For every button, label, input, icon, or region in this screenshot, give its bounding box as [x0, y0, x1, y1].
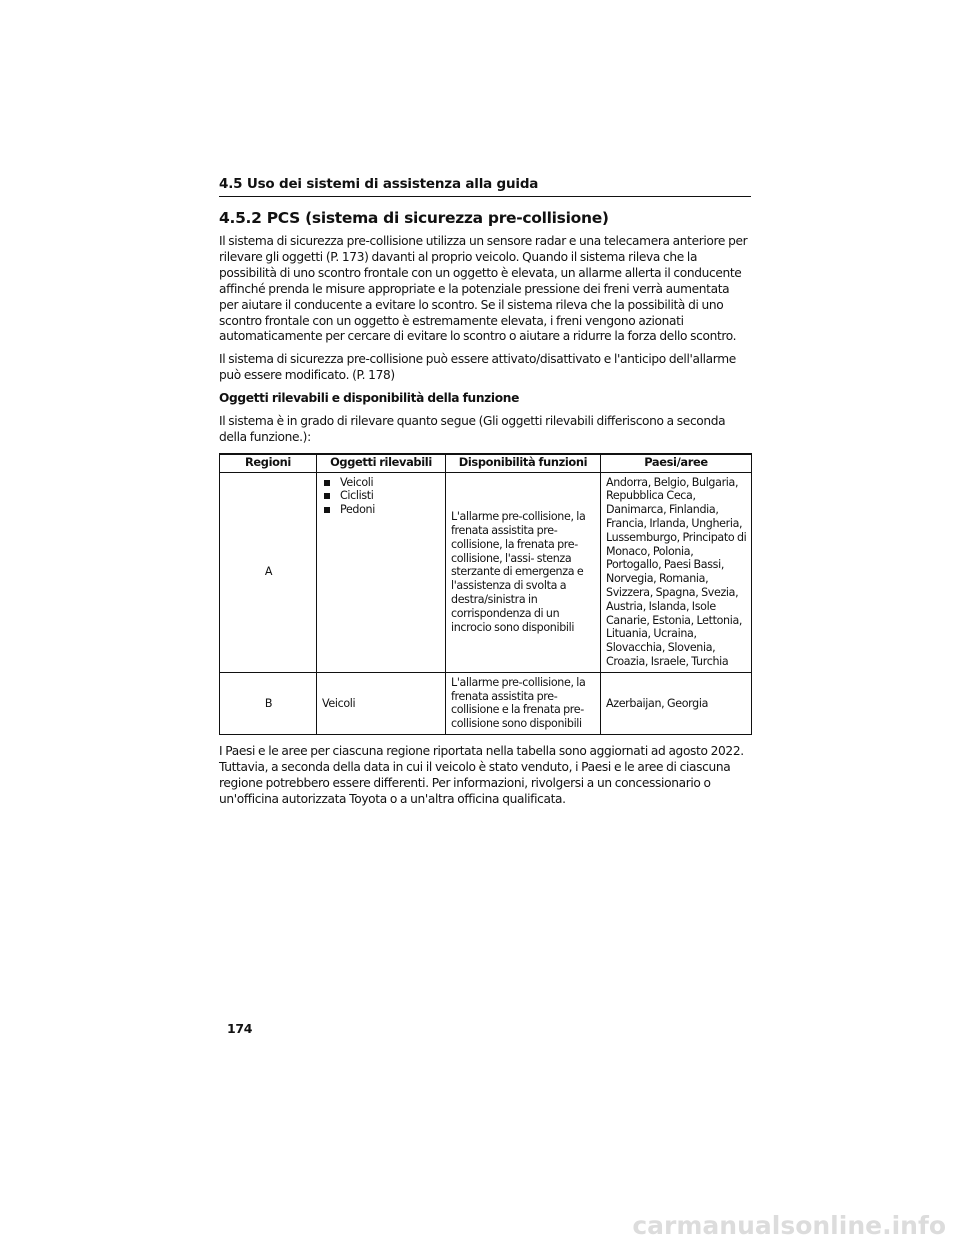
header-oggetti: Oggetti rilevabili: [317, 454, 446, 472]
watermark-text: carmanualsonline.info: [632, 1211, 946, 1240]
header-paesi: Paesi/aree: [601, 454, 752, 472]
header-disponibilita: Disponibilità funzioni: [446, 454, 601, 472]
objects-intro-paragraph: Il sistema è in grado di rilevare quanto segue (Gli oggetti rilevabili differiscono a seconda della funzione.):: [219, 414, 726, 444]
footnote-paragraph: I Paesi e le aree per ciascuna regione riportata nella tabella sono aggiornati ad agosto 2022. Tuttavia, a seconda della data in cui il veicolo è stato venduto, i Paesi e le aree di ciascuna regione potrebbero essere differenti. Per informazioni, rivolgersi a un concessionario o un'officina autorizzata Toyota o a un'altra officina qualificata.: [219, 744, 744, 806]
manual-page: [219, 176, 751, 815]
objects-cell: [317, 472, 446, 672]
countries-cell: Azerbaijan, Georgia: [601, 672, 752, 734]
table-row: [220, 672, 752, 734]
header-regioni: Regioni: [220, 454, 317, 472]
functions-cell: L'allarme pre-collisione, la frenata assistita pre-collisione e la frenata pre-collisione sono disponibili: [446, 672, 601, 734]
objects-heading: Oggetti rilevabili e disponibilità della funzione: [219, 391, 520, 406]
functions-cell: L'allarme pre-collisione, la frenata assistita pre-collisione, la frenata pre-collisione, l'assi- stenza sterzante di emergenza e l'assistenza di svolta a destra/sinistra in corrispondenza di un incrocio sono disponibili: [446, 472, 601, 672]
list-item: Pedoni: [322, 503, 441, 517]
objects-list: [322, 476, 441, 517]
countries-cell: Andorra, Belgio, Bulgaria, Repubblica Ceca, Danimarca, Finlandia, Francia, Irlanda, Ungheria, Lussemburgo, Principato di Monaco, Polonia, Portogallo, Paesi Bassi, Norvegia, Romania, Svizzera, Spagna, Svezia, Austria, Islanda, Isole Canarie, Estonia, Lettonia, Lituania, Ucraina, Slovacchia, Slovenia, Croazia, Israele, Turchia: [601, 472, 752, 672]
section-header: 4.5 Uso dei sistemi di assistenza alla guida: [219, 176, 751, 197]
list-item: Veicoli: [322, 476, 441, 490]
table-header-row: [220, 454, 752, 472]
list-item: Ciclisti: [322, 489, 441, 503]
detection-table: [219, 453, 752, 735]
region-cell: B: [220, 672, 317, 734]
region-cell: A: [220, 472, 317, 672]
table-row: [220, 472, 752, 672]
subsection-title: 4.5.2 PCS (sistema di sicurezza pre-collisione): [219, 209, 609, 227]
objects-cell: Veicoli: [317, 672, 446, 734]
page-number: 174: [227, 1021, 253, 1036]
toggle-paragraph: Il sistema di sicurezza pre-collisione può essere attivato/disattivato e l'anticipo dell'allarme può essere modificato. (P. 178): [219, 352, 736, 383]
intro-paragraph: Il sistema di sicurezza pre-collisione utilizza un sensore radar e una telecamera anteriore per rilevare gli oggetti (P. 173) davanti al proprio veicolo. Quando il sistema rileva che la possibilità di uno scontro frontale con un oggetto è elevata, un allarme allerta il conducente affinché prenda le misure appropriate e la potenziale pressione dei freni verrà aumentata per aiutare il conducente a evitare lo scontro. Se il sistema rileva che la possibilità di uno scontro frontale con un oggetto è estremamente elevata, i freni vengono azionati automaticamente per cercare di evitare lo scontro o aiutare a ridurre la forza dello scontro.: [219, 234, 748, 344]
